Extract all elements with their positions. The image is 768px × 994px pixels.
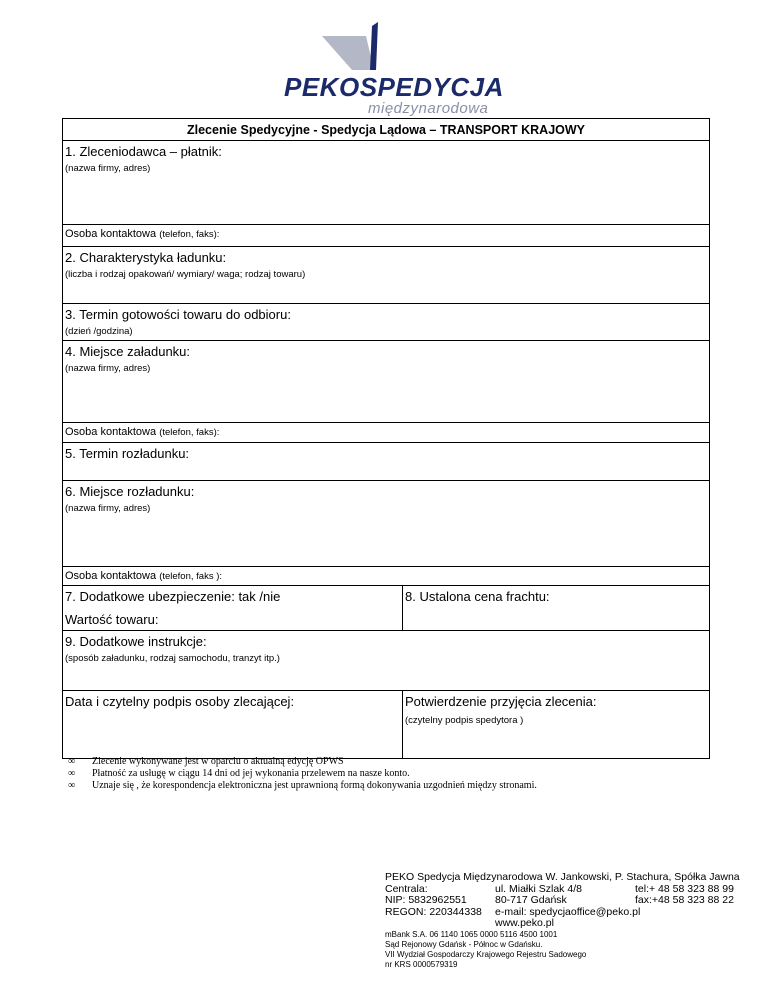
section-7-label: 7. Dodatkowe ubezpieczenie: tak /nie (65, 589, 281, 604)
section-4-contact-sub: (telefon, faks): (159, 427, 220, 438)
terms-list (68, 756, 537, 792)
bullet-icon: ∞ (68, 768, 76, 779)
section-7-value-label: Wartość towaru: (65, 612, 159, 627)
footer-company: PEKO Spedycja Międzynarodowa W. Jankowski, P. Stachura, Spółka Jawna (385, 871, 740, 883)
logo-tagline: międzynarodowa (368, 100, 489, 117)
footer-tel: tel:+ 48 58 323 88 99 (635, 882, 734, 895)
section-6-contact[interactable] (63, 567, 709, 586)
footer-city: 80-717 Gdańsk (495, 894, 567, 906)
company-footer (385, 871, 740, 970)
section-2-label: 2. Charakterystyka ładunku: (65, 250, 227, 265)
footer-krs: nr KRS 0000579319 (385, 959, 458, 969)
signature-row (63, 691, 709, 758)
section-8-label: 8. Ustalona cena frachtu: (405, 589, 550, 604)
footer-fax: fax:+48 58 323 88 22 (635, 894, 734, 906)
section-1-contact[interactable] (63, 225, 709, 247)
section-4-loading-place[interactable] (63, 341, 709, 423)
section-9-sub: (sposób załadunku, rodzaj samochodu, tranzyt itp.) (65, 653, 280, 664)
forwarder-confirmation-label: Potwierdzenie przyjęcia zlecenia: (405, 694, 597, 709)
section-9-label: 9. Dodatkowe instrukcje: (65, 634, 207, 649)
forwarder-confirmation-sub: (czytelny podpis spedytora ) (405, 715, 524, 726)
section-6-contact-sub: (telefon, faks ): (159, 571, 223, 582)
section-7-8-row (63, 586, 709, 631)
footer-dept: VII Wydział Gospodarczy Krajowego Rejestru Sadowego (385, 949, 587, 959)
section-6-sub: (nazwa firmy, adres) (65, 503, 151, 514)
terms-item: ∞ Uznaje się , że korespondencja elektroniczna jest uprawnioną formą dokonywania uzgodnień między stronami. (68, 780, 537, 791)
section-5-unloading-date[interactable] (63, 443, 709, 481)
footer-nip: NIP: 5832962551 (385, 894, 467, 906)
logo-brand-peko: PEKO (284, 72, 360, 102)
order-form (62, 118, 710, 759)
client-signature-label: Data i czytelny podpis osoby zlecającej: (65, 694, 295, 709)
section-9-instructions[interactable] (63, 631, 709, 691)
section-1-contact-label: Osoba kontaktowa (65, 228, 157, 240)
footer-regon: REGON: 220344338 (385, 905, 482, 918)
logo-brand-spedycja: SPEDYCJA (359, 72, 504, 102)
section-3-ready-date[interactable] (63, 304, 709, 341)
section-8-freight-price[interactable] (403, 586, 709, 630)
section-3-label: 3. Termin gotowości towaru do odbioru: (65, 307, 291, 322)
section-1-contact-sub: (telefon, faks): (159, 229, 220, 240)
section-4-sub: (nazwa firmy, adres) (65, 363, 151, 374)
section-1-client[interactable] (63, 141, 709, 225)
bullet-icon: ∞ (68, 756, 76, 767)
logo-brand-text (284, 72, 504, 103)
section-4-contact[interactable] (63, 423, 709, 443)
forwarder-confirmation-field[interactable] (403, 691, 709, 758)
section-6-label: 6. Miejsce rozładunku: (65, 484, 195, 499)
footer-centrala: Centrala: (385, 882, 428, 895)
footer-bank: mBank S.A. 06 1140 1065 0000 5116 4500 1001 (385, 929, 558, 939)
terms-item: ∞ Zlecenie wykonywane jest w oparciu o aktualną edycję OPWS (68, 756, 344, 767)
form-title: Zlecenie Spedycyjne - Spedycja Lądowa – TRANSPORT KRAJOWY (63, 119, 709, 141)
section-1-label: 1. Zleceniodawca – płatnik: (65, 144, 222, 159)
footer-email[interactable]: e-mail: spedycjaoffice@peko.pl (495, 905, 641, 918)
footer-court: Sąd Rejonowy Gdańsk - Północ w Gdańsku. (385, 939, 543, 949)
section-1-sub: (nazwa firmy, adres) (65, 163, 151, 174)
company-logo (280, 22, 540, 117)
section-7-insurance[interactable] (63, 586, 403, 630)
bullet-icon: ∞ (68, 780, 76, 791)
section-4-contact-label: Osoba kontaktowa (65, 426, 157, 438)
section-2-cargo[interactable] (63, 247, 709, 304)
section-5-label: 5. Termin rozładunku: (65, 446, 190, 461)
terms-item: ∞ Płatność za usługę w ciągu 14 dni od jej wykonania przelewem na nasze konto. (68, 768, 410, 779)
section-6-unloading-place[interactable] (63, 481, 709, 567)
section-4-label: 4. Miejsce załadunku: (65, 344, 191, 359)
client-signature-field[interactable] (63, 691, 403, 758)
section-6-contact-label: Osoba kontaktowa (65, 570, 157, 582)
section-2-sub: (liczba i rodzaj opakowań/ wymiary/ waga; rodzaj towaru) (65, 269, 306, 280)
footer-www-link[interactable]: www.peko.pl (495, 917, 554, 929)
section-3-sub: (dzień /godzina) (65, 326, 133, 337)
footer-street: ul. Miałki Szlak 4/8 (495, 882, 582, 895)
